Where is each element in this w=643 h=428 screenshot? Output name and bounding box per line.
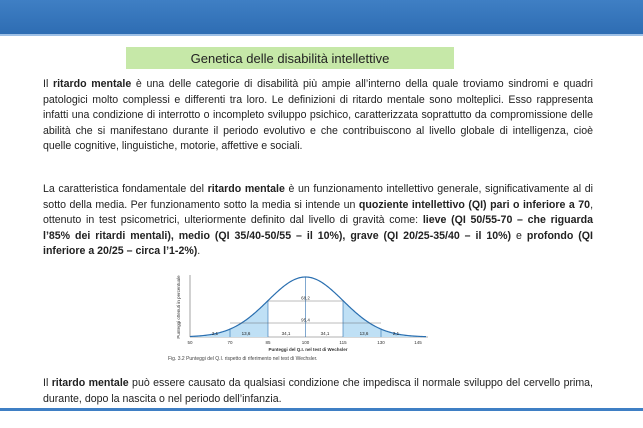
text: è un funzionamento intellettivo generale, significativamente al di sotto della media. Per funzionamento sotto la media si intende un <box>43 183 593 211</box>
text: Il <box>43 377 52 389</box>
x-tick-label: 85 <box>265 340 271 345</box>
band-label: 13,6 <box>359 331 369 336</box>
iq-distribution-figure <box>168 267 436 362</box>
header-divider <box>0 34 643 36</box>
x-tick-label: 100 <box>301 340 310 345</box>
text: La caratteristica fondamentale del <box>43 183 208 195</box>
bold-text: ritardo mentale <box>52 78 132 90</box>
text: e <box>511 229 527 242</box>
bold-text: ritardo mentale <box>207 183 285 195</box>
figure-y-label: Punteggi ottenuti in percentuale <box>176 275 181 339</box>
x-tick-label: 130 <box>377 340 385 345</box>
bold-text: quoziente intellettivo (QI) pari o inferiore a 70 <box>358 198 591 211</box>
x-tick-label: 115 <box>339 340 347 345</box>
paragraph-causes <box>43 376 593 407</box>
text: può essere causato da qualsiasi condizione che impedisca il normale sviluppo del cervello prima, durante, dopo la nascita o nel periodo dell’infanzia. <box>43 377 593 405</box>
band-label: 34,1 <box>281 331 291 336</box>
figure-x-label: Punteggi del Q.I. nel test di Wechsler <box>268 347 348 352</box>
figure-caption: Fig. 3.2 Punteggi del Q.I. rispetto di riferimento nel test di Wechsler. <box>168 356 318 362</box>
footer-divider <box>0 408 643 411</box>
range-68-label: 68,2 <box>301 295 310 301</box>
header-bar <box>0 0 643 34</box>
slide-title <box>126 47 454 69</box>
text: è una delle categorie di disabilità più ampie all’interno della quale troviamo sindromi e quadri patologici molto complessi e differenti tra loro. Le definizioni di ritardo mentale sono molteplici. Esso rappresenta infatti una condizione di interrotto o incompleto sviluppo psichico, caratterizzata soprattutto da compromissione delle abilità che si manifestano durante il periodo evolutivo e che contribuiscono al livello globale di intelligenza, cioè quelle cognitive, linguistiche, motorie, affettive e sociali. <box>43 78 594 153</box>
range-95-label: 95,4 <box>301 317 310 323</box>
bold-text: ritardo mentale <box>51 377 129 389</box>
text: . <box>197 245 201 258</box>
bold-text: lieve (QI 50/55-70 – che riguarda l’85% dei ritardi mentali), medio (QI 35/40-50/55 – il 10%), grave (QI 20/25-35/40 – il 10%) <box>43 214 593 242</box>
x-tick-label: 50 <box>187 340 193 345</box>
band-label: 2,1 <box>392 331 400 336</box>
band-label: 2,1 <box>211 331 219 336</box>
bold-text: profondo (QI inferiore a 20/25 – circa l’1-2%) <box>43 229 593 258</box>
band-label: 13,6 <box>241 331 251 336</box>
x-tick-label: 70 <box>227 340 233 345</box>
paragraph-definition <box>43 77 593 155</box>
slide-title-text: Genetica delle disabilità intellettive <box>190 50 390 66</box>
x-tick-label: 145 <box>414 340 422 345</box>
text: , ottenuto in test psicometrici, ulteriormente definito dal livello di gravità come: <box>43 198 594 227</box>
paragraph-characteristics <box>43 182 593 260</box>
text: Il <box>43 78 53 90</box>
band-label: 34,1 <box>320 331 330 336</box>
